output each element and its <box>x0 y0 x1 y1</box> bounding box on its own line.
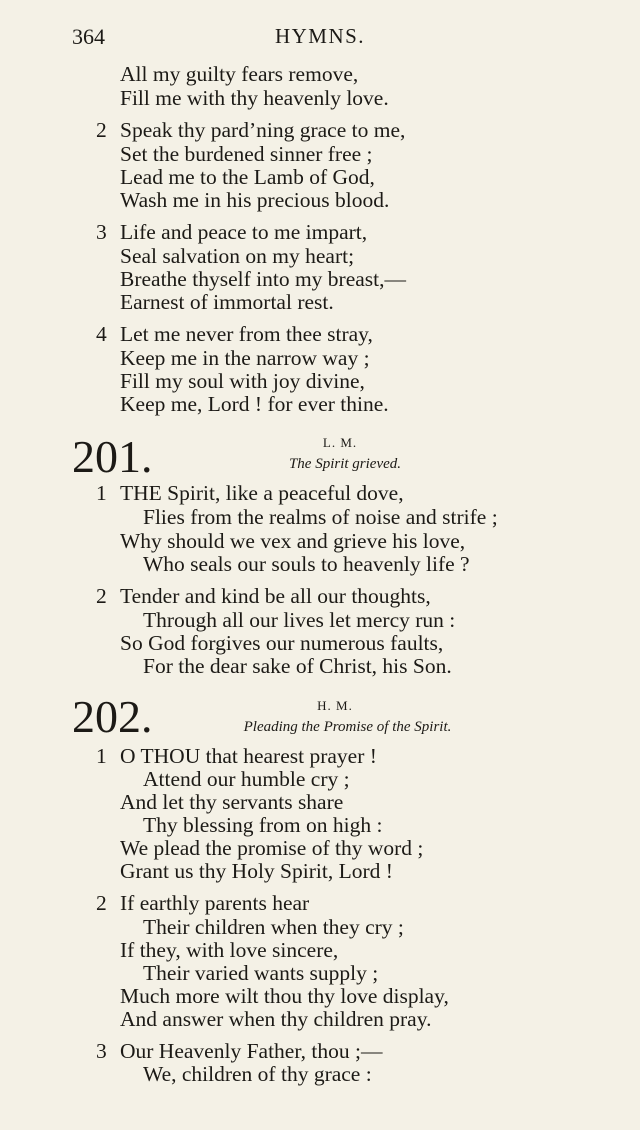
verse-line: Through all our lives let mercy run : <box>143 608 456 632</box>
page-header <box>0 24 640 54</box>
verse-line: Breathe thyself into my breast,— <box>120 267 406 291</box>
verse-line: Fill me with thy heavenly love. <box>120 86 389 110</box>
hymn-title: The Spirit grieved. <box>288 456 402 472</box>
verse-line: All my guilty fears remove, <box>120 62 359 86</box>
verse-line: Grant us thy Holy Spirit, Lord ! <box>120 859 393 883</box>
verse-line: Set the burdened sinner free ; <box>120 142 373 166</box>
verse-line: Speak thy pard’ning grace to me, <box>120 118 406 142</box>
verse-line: Attend our humble cry ; <box>143 767 350 791</box>
verse-line: Life and peace to me impart, <box>120 220 368 244</box>
verse-line: If they, with love sincere, <box>120 938 339 962</box>
verse-line: If earthly parents hear <box>120 891 310 915</box>
verse-line: O THOU that hearest prayer ! <box>120 744 377 768</box>
stanza-number: 1 <box>96 744 107 768</box>
verse-line: So God forgives our numerous faults, <box>120 631 444 655</box>
hymn-number: 202. <box>72 691 153 742</box>
verse-line: Who seals our souls to heavenly life ? <box>143 552 470 576</box>
verse-line: Their children when they cry ; <box>143 915 404 939</box>
verse-line: Tender and kind be all our thoughts, <box>120 584 431 608</box>
verse-line: And answer when thy children pray. <box>120 1007 432 1031</box>
running-head: HYMNS. <box>274 24 366 48</box>
hymn-meter: L. M. <box>322 435 358 450</box>
stanza-number: 1 <box>96 481 107 505</box>
verse-line: We, children of thy grace : <box>143 1062 372 1086</box>
verse-line: Flies from the realms of noise and strife ; <box>143 505 498 529</box>
stanza-number: 2 <box>96 584 107 608</box>
verse-line: Let me never from thee stray, <box>120 322 373 346</box>
verse-line: Fill my soul with joy divine, <box>120 369 365 393</box>
verse-line: Keep me in the narrow way ; <box>120 346 370 370</box>
verse-line: Keep me, Lord ! for ever thine. <box>120 392 389 416</box>
verse-line: Their varied wants supply ; <box>143 961 379 985</box>
verse-line: Our Heavenly Father, thou ;— <box>120 1039 383 1063</box>
stanza-number: 2 <box>96 891 107 915</box>
hymn-number: 201. <box>72 431 153 482</box>
stanza-number: 2 <box>96 118 107 142</box>
verse-line: And let thy servants share <box>120 790 344 814</box>
verse-line: THE Spirit, like a peaceful dove, <box>120 481 404 505</box>
verse-line: Seal salvation on my heart; <box>120 244 355 268</box>
hymn-title: Pleading the Promise of the Spirit. <box>243 719 452 735</box>
verse-line: Lead me to the Lamb of God, <box>120 165 375 189</box>
verse-line: Earnest of immortal rest. <box>120 290 334 314</box>
verse-line: For the dear sake of Christ, his Son. <box>143 654 452 678</box>
verse-line: Why should we vex and grieve his love, <box>120 529 466 553</box>
stanza-number: 3 <box>96 1039 107 1063</box>
page-number: 364 <box>72 24 105 49</box>
verse-line: Much more wilt thou thy love display, <box>120 984 449 1008</box>
hymn-meter: H. M. <box>317 698 353 713</box>
verse-line: Wash me in his precious blood. <box>120 188 390 212</box>
stanza-number: 3 <box>96 220 107 244</box>
verse-line: We plead the promise of thy word ; <box>120 836 424 860</box>
verse-line: Thy blessing from on high : <box>143 813 383 837</box>
stanza-number: 4 <box>96 322 107 346</box>
